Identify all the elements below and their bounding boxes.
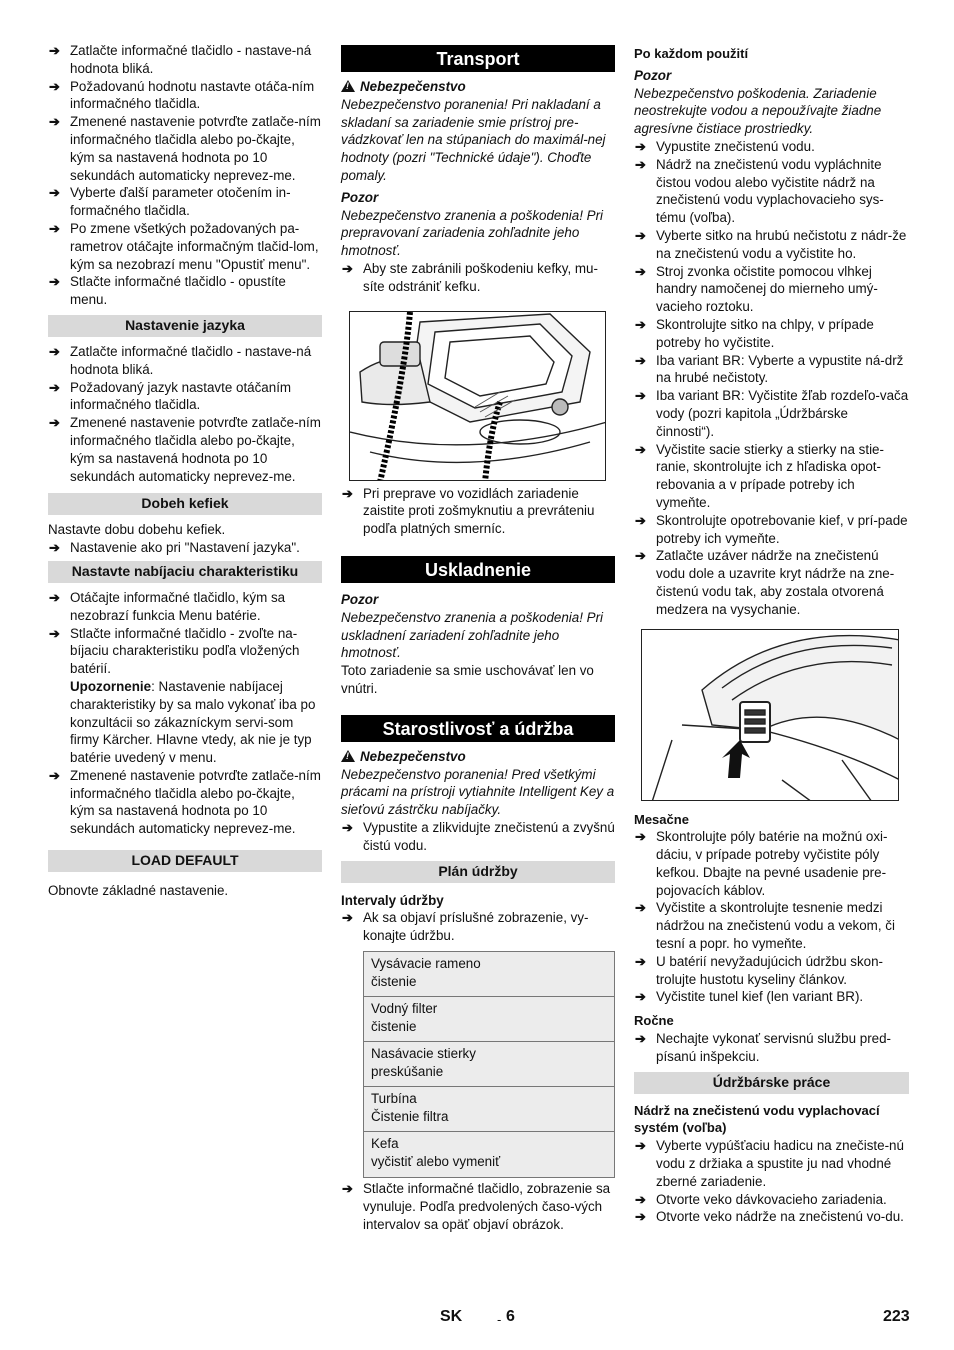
list-item: ➔ Otvorte veko dávkovacieho zariadenia. — [634, 1191, 909, 1209]
paragraph: Nastavte dobu dobehu kefiek. — [48, 522, 226, 538]
caution-label: Pozor — [341, 189, 379, 205]
table-cell-item: Vodný filter — [371, 1000, 438, 1016]
column-left — [48, 42, 322, 900]
list-item: ➔ Ak sa objaví príslušné zobrazenie, vy-konajte údržbu. — [341, 909, 615, 945]
paragraph: Toto zariadenie sa smie uschovávať len vo vnútri. — [341, 663, 594, 696]
footer-separator: - — [497, 1312, 502, 1327]
list-item: ➔ Stlačte informačné tlačidlo, zobrazenie sa vynuluje. Podľa predvolených časo-vých intervalov sa opäť objaví obrázok. — [341, 1180, 615, 1233]
danger-label: Nebezpečenstvo — [360, 748, 466, 764]
list-item: ➔ Nastavenie ako pri "Nastavení jazyka". — [48, 539, 322, 557]
table-cell-item: Turbína — [371, 1090, 417, 1106]
list-item: ➔ Skontrolujte póly batérie na možnú oxi-dáciu, v prípade potreby vyčistite póly kefkou. Dbajte na pevné usadenie pre-pojovacích káblov. — [634, 828, 909, 899]
table-row — [364, 1087, 614, 1132]
list-item: ➔ Vyberte sitko na hrubú nečistotu z nádr-že na znečistenú vodu a vyčistite ho. — [634, 227, 909, 263]
section-heading-brush-runout: Dobeh kefiek — [48, 493, 322, 515]
list-item: ➔ Vyčistite a skontrolujte tesnenie medzi nádržou na znečistenú vodu a vekom, či tesní a popr. ho vymeňte. — [634, 899, 909, 952]
table-cell-action: Čistenie filtra — [371, 1108, 449, 1124]
subheading-yearly: Ročne — [634, 1013, 674, 1029]
list-item: ➔ Požadovanú hodnotu nastavte otáča-ním informačného tlačidla. — [48, 78, 322, 114]
intervals-label: Intervaly údržby — [341, 892, 444, 908]
section-heading-maintenance-plan: Plán údržby — [341, 861, 615, 883]
subheading-tank-rinse: Nádrž na znečistenú vodu vyplachovací systém (voľba) — [634, 1102, 880, 1136]
list-item: ➔ Zatlačte informačné tlačidlo - nastave-ná hodnota bliká. — [48, 42, 322, 78]
column-right — [634, 42, 909, 1226]
section-heading-maintenance-work: Údržbárske práce — [634, 1072, 909, 1094]
list-item: ➔ Stlačte informačné tlačidlo - opustíte menu. — [48, 273, 322, 309]
caution-text: Nebezpečenstvo zranenia a poškodenia! Pri prepravovaní zariadenia zohľadnite jeho hmotnosť. — [341, 207, 604, 259]
list-item: ➔ Pri preprave vo vozidlách zariadenie zaistite proti zošmyknutiu a prevráteniu podľa platných smerníc. — [341, 485, 615, 538]
list-item: ➔ Nechajte vykonať servisnú službu pred-písanú inšpekciu. — [634, 1030, 909, 1066]
note-label: Upozornenie — [70, 678, 152, 694]
list-item: ➔ Vyčistite tunel kief (len variant BR). — [634, 988, 909, 1006]
table-row — [364, 997, 614, 1042]
subheading-after-use: Po každom použití — [634, 46, 749, 61]
table-row — [364, 952, 614, 997]
paragraph: Obnovte základné nastavenie. — [48, 883, 229, 899]
danger-text: Nebezpečenstvo poranenia! Pred všetkými prácami na prístroji vytiahnite Intelligent Key a sieťovú zástrčku nabíjačky. — [341, 766, 615, 818]
section-heading-care: Starostlivosť a údržba — [341, 715, 615, 742]
list-item: ➔ Iba variant BR: Vyčistite žľab rozdeľo-vača vody (pozri kapitola „Údržbárske činnosti“). — [634, 387, 909, 440]
list-item: ➔ Nádrž na znečistenú vodu vypláchnite čistou vodou alebo vyčistite nádrž na znečistenú vodu vyplachovacieho sys-tému (voľba). — [634, 156, 909, 227]
list-item: ➔ Iba variant BR: Vyberte a vypustite ná-drž na hrubé nečistoty. — [634, 352, 909, 388]
table-cell-item: Kefa — [371, 1135, 399, 1151]
list-item: ➔ Vyberte vypúšťaciu hadicu na znečiste-nú vodu z držiaka a spustite ju nad vhodné zberné zariadenie. — [634, 1137, 909, 1190]
list-item: ➔ Zmenené nastavenie potvrďte zatlače-ním informačného tlačidla alebo po-čkajte, kým sa nastavená hodnota po 10 sekundách automaticky neprevez-me. — [48, 767, 322, 838]
table-cell-action: vyčistiť alebo vymeniť — [371, 1153, 501, 1169]
footer-subpage: 6 — [506, 1308, 515, 1325]
table-cell-item: Nasávacie stierky — [371, 1045, 476, 1061]
transport-illustration — [349, 311, 606, 481]
section-heading-language: Nastavenie jazyka — [48, 315, 322, 337]
note-text: : Nastavenie nabíjacej charakteristiky by sa malo vykonať iba po konzultácii so zákazníckym servi-som firmy Kärcher. Hlavne vtedy, ak nie je typ batérie uvedený v menu. — [70, 678, 316, 766]
table-cell-item: Vysávacie rameno — [371, 955, 481, 971]
list-item: ➔ Zmenené nastavenie potvrďte zatlače-ním informačného tlačidla alebo po-čkajte, kým sa nastavená hodnota po 10 sekundách automaticky neprevez-me. — [48, 414, 322, 485]
list-item: ➔ Otvorte veko nádrže na znečistenú vo-du. — [634, 1208, 909, 1226]
section-heading-load-default: LOAD DEFAULT — [48, 850, 322, 872]
list-item: ➔ Otáčajte informačné tlačidlo, kým sa nezobrazí funkcia Menu batérie. — [48, 589, 322, 625]
list-item: ➔ Skontrolujte opotrebovanie kief, v prí-pade potreby ich vymeňte. — [634, 512, 909, 548]
list-item: ➔ U batérií nevyžadujúcich údržbu skon-trolujte hustotu kyseliny článkov. — [634, 953, 909, 989]
column-middle — [341, 42, 615, 1233]
list-item: ➔ Aby ste zabránili poškodeniu kefky, mu-síte odstrániť kefku. — [341, 260, 615, 296]
caution-text: Nebezpečenstvo poškodenia. Zariadenie neostrekujte vodou a nepoužívajte žiadne agresívne čistiace prostriedky. — [634, 85, 882, 137]
table-cell-action: čistenie — [371, 973, 417, 989]
list-item: ➔ Požadovaný jazyk nastavte otáčaním informačného tlačidla. — [48, 379, 322, 415]
menu-steps — [48, 42, 322, 309]
note — [48, 678, 322, 767]
arrow-icon — [722, 740, 750, 778]
danger-heading — [341, 78, 615, 96]
warning-triangle-icon — [341, 750, 355, 762]
section-heading-storage: Uskladnenie — [341, 556, 615, 583]
caution-label: Pozor — [634, 67, 672, 83]
warning-triangle-icon — [341, 80, 355, 92]
list-item: ➔ Stroj zvonka očistite pomocou vlhkej handry namočenej do mierneho umý-vacieho roztoku. — [634, 263, 909, 316]
danger-heading — [341, 748, 615, 766]
table-row — [364, 1042, 614, 1087]
footer-language: SK — [440, 1308, 463, 1325]
list-item: ➔ Zatlačte uzáver nádrže na znečistenú vodu dole a uzavrite kryt nádrže na zne-čistenú vodu tak, aby zostala otvorená medzera na vysychanie. — [634, 547, 909, 618]
subheading-monthly: Mesačne — [634, 811, 689, 827]
list-item: ➔ Skontrolujte sitko na chlpy, v prípade potreby ho vyčistite. — [634, 316, 909, 352]
machine-transport-drawing — [350, 312, 606, 481]
list-item: ➔ Vypustite a zlikvidujte znečistenú a zvyšnú čistú vodu. — [341, 819, 615, 855]
list-item: ➔ Vyčistite sacie stierky a stierky na stie-ranie, skontrolujte ich z hľadiska opot-rebovania a v prípade potreby ich vymeňte. — [634, 441, 909, 512]
table-cell-action: čistenie — [371, 1018, 417, 1034]
page-number: 223 — [883, 1308, 910, 1325]
caution-label: Pozor — [341, 591, 379, 607]
list-item: ➔ Po zmene všetkých požadovaných pa-rametrov otáčajte informačným tlačid-lom, kým sa nezobrazí menu "Opustiť menu". — [48, 220, 322, 273]
list-item: ➔ Zatlačte informačné tlačidlo - nastave-ná hodnota bliká. — [48, 343, 322, 379]
table-row — [364, 1132, 614, 1177]
list-item: ➔ Vypustite znečistenú vodu. — [634, 138, 909, 156]
tank-cap-drawing — [642, 630, 899, 801]
list-item: ➔ Vyberte ďalší parameter otočením in-formačného tlačidla. — [48, 184, 322, 220]
caution-text: Nebezpečenstvo zranenia a poškodenia! Pri uskladnení zariadení zohľadnite jeho hmotnosť. — [341, 609, 604, 661]
table-cell-action: preskúšanie — [371, 1063, 444, 1079]
section-heading-charging: Nastavte nabíjaciu charakteristiku — [48, 561, 322, 583]
maintenance-table — [363, 951, 615, 1178]
tank-cap-illustration — [641, 629, 899, 801]
list-item: ➔ Stlačte informačné tlačidlo - zvoľte na-bíjaciu charakteristiku podľa vložených batérií. — [48, 625, 322, 678]
list-item: ➔ Zmenené nastavenie potvrďte zatlače-ním informačného tlačidla alebo po-čkajte, kým sa nastavená hodnota po 10 sekundách automaticky neprevez-me. — [48, 113, 322, 184]
section-heading-transport: Transport — [341, 45, 615, 72]
danger-text: Nebezpečenstvo poranenia! Pri nakladaní a skladaní sa zariadenie smie prístroj pre-vádzkovať len na stúpaniach do maximál-nej hodnoty (pozri "Technické údaje"). Choďte pomaly. — [341, 96, 606, 183]
danger-label: Nebezpečenstvo — [360, 79, 466, 94]
